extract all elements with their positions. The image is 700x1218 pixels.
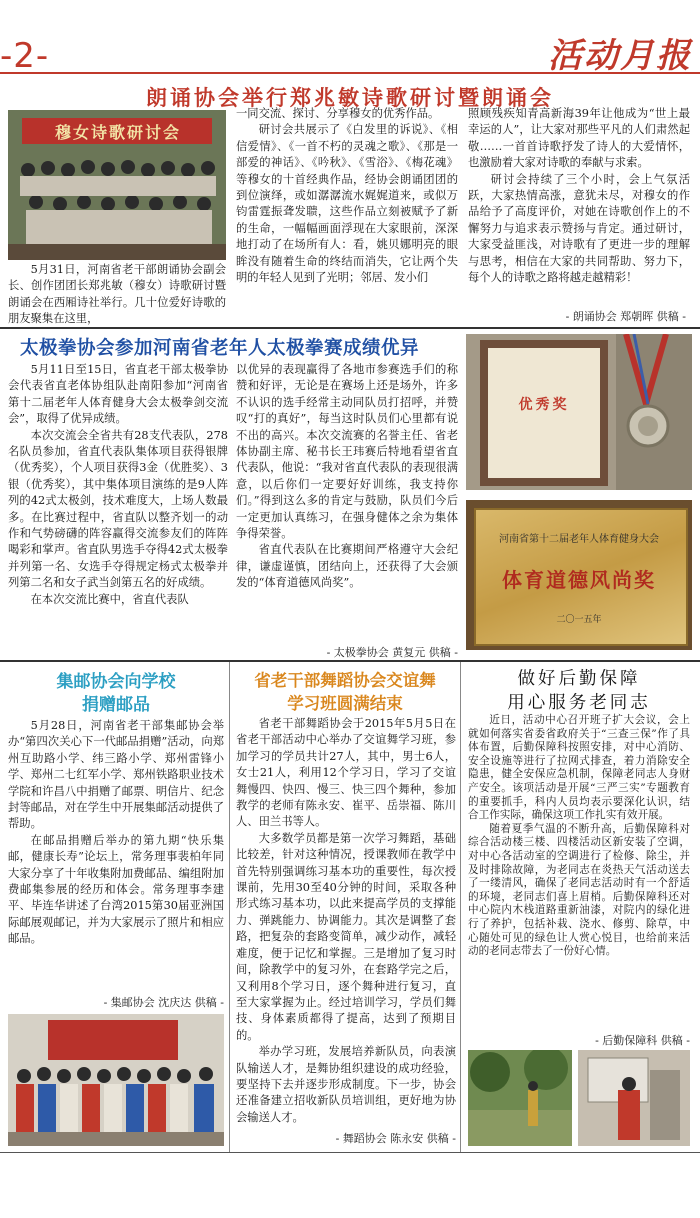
paragraph: 随着夏季气温的不断升高，后勤保障科对综合活动楼三楼、四楼活动区新安装了空调，对中心各活动室的空调进行了检修、除尘，并及时排除故障，为老同志在炎热天气活动送去了一缕清风，确保了老同志活动时有一个舒适的环境，老同志们喜上眉梢。后勤保障科还对中心院内木栈道路重新油漆，对院内的绿化进行了养护，包括补栽、浇水、修剪、除草，中心随处可见的绿色让人赏心悦目，也给前来活动的老同志带去了一份好心情。	[468, 822, 690, 958]
paragraph: 5月28日，河南省老干部集邮协会举办“第四次关心下一代邮品捐赠”活动，向郑州互助路小学、纬三路小学、郑州雷锋小学、郑州二七红军小学、郑州铁路职业技术学院和许昌八中捐赠了邮票、明信片、纪念封等邮品，对在学生中开展集邮活动提供了帮助。	[8, 719, 224, 831]
paragraph: 一同交流、探讨、分享穆女的优秀作品。	[236, 107, 440, 120]
paragraph: 省老干部舞蹈协会于2015年5月5日在省老干部活动中心举办了交谊舞学习班，参加学习的学员共计27人，其中，男士6人，女士21人，利用12个学习日，学习了交谊舞慢四、快四、慢三、快三四个舞种，参加教学的老师有陈永安、崔平、岳崇福、陈川人、田兰书等人。	[236, 717, 456, 829]
paragraph: 在本次交流比赛中，省直代表队	[30, 592, 189, 606]
certificate-medal-photo	[466, 334, 692, 490]
paragraph: 举办学习班，发展培养新队员，向表演队输送人才，是舞协组织建设的成功经验，要坚持下去并逐步形成制度。下一步，协会还准备建立招收新队员培训组，更好地为协会输送人才。	[236, 1045, 456, 1124]
byline: - 太极拳协会 黄复元 供稿 -	[326, 646, 458, 659]
paragraph: 5月31日，河南省老干部朗诵协会副会长、创作团团长郑兆敏（穆女）诗歌研讨暨朗诵会在西厢诗社举行。几十位爱好诗歌的朋友聚集在这里，	[8, 263, 226, 326]
paragraph: 大多数学员都是第一次学习舞蹈，基础比较差，针对这种情况，授课教师在教学中首先特别强调练习基本功的重要性，每次授课前，先用30至40分钟的时间，采取各种形式练习基本功，以此来提高学员的支撑能力、弹跳能力、协调能力。其次是调整了套路，把复杂的套路变简单，减少动作，减轻难度，便于记忆和掌握。三是增加了复习时间，除教学中的复习外，在套路学完之后，又利用8个学习日，逐个舞种进行复习，直至大家掌握为止。经过培训学习，学员们舞技、身体素质都得了提高，达到了预期目的。	[236, 831, 456, 1042]
article-headline: 朗诵协会举行郑兆敏诗歌研讨暨朗诵会	[146, 86, 554, 110]
stamp-donation-photo	[8, 1014, 224, 1146]
byline: - 朗诵协会 郑朝晖 供稿 -	[565, 310, 686, 323]
byline: - 集邮协会 沈庆达 供稿 -	[103, 996, 224, 1009]
photo-banner-text: 穆女诗歌研讨会	[54, 123, 181, 142]
plaque-title: 河南省第十二届老年人体育健身大会	[499, 534, 659, 545]
byline: - 后勤保障科 供稿 -	[595, 1034, 690, 1047]
section-divider	[0, 327, 700, 329]
article-headline: 学习班圆满结束	[287, 694, 403, 713]
section-divider	[0, 660, 700, 662]
certificate-label: 优秀奖	[518, 397, 570, 413]
paragraph: 在邮品捐赠后举办的第九期“快乐集邮，健康长寿”论坛上，常务理事裴柏年同大家分享了十年收集附加费邮品、编组附加费邮集参展的经历和体会。常务理事李建平、毕连华讲述了台湾2015第30届亚洲国际邮展观邮记，并为大家展示了照片和相应邮品。	[8, 833, 224, 946]
article-body	[236, 362, 458, 592]
article-body	[8, 362, 228, 608]
article-headline: 用心服务老同志	[507, 693, 651, 713]
article-body	[468, 106, 690, 286]
article-headline: 做好后勤保障	[517, 669, 641, 689]
article-body	[468, 714, 690, 959]
group-photo-poetry	[8, 110, 226, 260]
column-divider	[229, 662, 230, 1152]
paragraph: 研讨会共展示了《白发里的诉说》、《相信爱情》、《一首不朽的灵魂之歌》、《那是一部爱的神话》、《吟秋》、《雪浴》、《梅花魂》等穆女的十首经典作品，经协会朗诵团团的到位演绎，或如潺潺流水娓娓道来，或似万钧雷霆振聋发聩，这些作品立刻被赋予了新的生命，一幅幅画面浮现在大家眼前，深深地打动了在场所有人：看，姚贝娜明亮的眼眸没有随着生命的终结而消失，它让两个失明的年轻人见到了光明；邻居、发小们	[236, 123, 458, 285]
paragraph: 照顾残疾知青高新海39年让他成为“世上最幸运的人”，让大家对那些平凡的人们肃然起敬……一首首诗歌抒发了诗人的大爱情怀，也激励着大家对诗歌的奉献与求索。	[468, 107, 690, 170]
paragraph: 以优异的表现赢得了各地市参赛选手们的称赞和好评，无论是在赛场上还是场外，许多不认识的选手经常主动同队员打招呼，并赞叹“打的真好”，每当这时队员们心里都有说不出的高兴。本次交流赛的名誉主任、省老体协副主席、秘书长王玮赛后特地看望省直代表队，他说：“我对省直代表队的表现很满意，以后你们一定要好好训练，我支持你们。”得到这么多的肯定与鼓励，队员们今后一定更加认真练习，在强身健体之余为集体争得荣誉。	[236, 363, 458, 541]
article-headline: 捐赠邮品	[82, 695, 150, 715]
paragraph: 5月11日至15日，省直老干部太极拳协会代表省直老体协组队赴南阳参加“河南省第十二届老年人体育健身大会太极拳剑交流会”，取得了优异成绩。	[8, 363, 228, 426]
column-divider	[460, 662, 461, 1152]
article-body	[8, 262, 226, 328]
garden-photo	[468, 1050, 572, 1146]
newspaper-name: 活动月报	[548, 36, 692, 76]
plaque-photo	[466, 500, 692, 650]
paragraph: 研讨会持续了三个小时，会上气氛活跃，大家热情高涨，意犹未尽，对穆女的作品给予了高度评价，对她在诗歌创作上的不懈努力与追求表示赞扬与肯定。通过研讨，大家受益匪浅，对诗歌有了更进一步的理解与思考，相信在大家的共同帮助、努力下，每个人的诗歌之路将越走越精彩！	[468, 172, 690, 285]
article-headline: 集邮协会向学校	[56, 672, 176, 692]
byline: - 舞蹈协会 陈永安 供稿 -	[335, 1132, 456, 1145]
article-headline: 太极拳协会参加河南省老年人太极拳赛成绩优异	[20, 338, 420, 359]
paragraph: 本次交流会全省共有28支代表队，278名队员参加，省直代表队集体项目获得银牌（优秀奖），个人项目获得3金（优胜奖）、3银（优秀奖），其中集体项目演练的是9人阵列的42式太极剑，技术难度大，上场人数最多。在比赛过程中，省直队以整齐划一的动作和气势磅礴的阵容赢得交流参友们的阵阵喝彩和掌声。省直队男选手夺得42式太极拳并列第一名、女选手夺得规定杨式太极拳并列第二名和女子武当剑第五名的好成绩。	[8, 428, 228, 590]
plaque-award: 体育道德风尚奖	[502, 568, 656, 592]
bottom-rule	[0, 1152, 700, 1153]
maintenance-photo	[578, 1050, 690, 1146]
article-headline: 省老干部舞蹈协会交谊舞	[254, 671, 436, 690]
article-body	[236, 716, 456, 1126]
masthead-rule	[0, 72, 700, 74]
paragraph: 近日，活动中心召开班子扩大会议，会上就如何落实省委省政府关于“三查三保”作了具体布置，后勤保障科按照安排，对中心消防、安全设施等进行了拉网式排查，着力消除安全隐患，健全安保应急机制，保障老同志人身财产安全。该项活动是开展“三严三实”专题教育的重要抓手，科内人员均表示要深化认识，结合工作实际，确保这项工作扎实有效开展。	[468, 714, 690, 822]
page-number: -2-	[0, 36, 50, 76]
paragraph: 省直代表队在比赛期间严格遵守大会纪律，谦虚谨慎，团结向上，还获得了大会颁发的“体育道德风尚奖”。	[236, 543, 458, 590]
plaque-year: 二〇一五年	[556, 615, 602, 625]
article-body	[236, 106, 458, 286]
article-body	[8, 718, 224, 948]
